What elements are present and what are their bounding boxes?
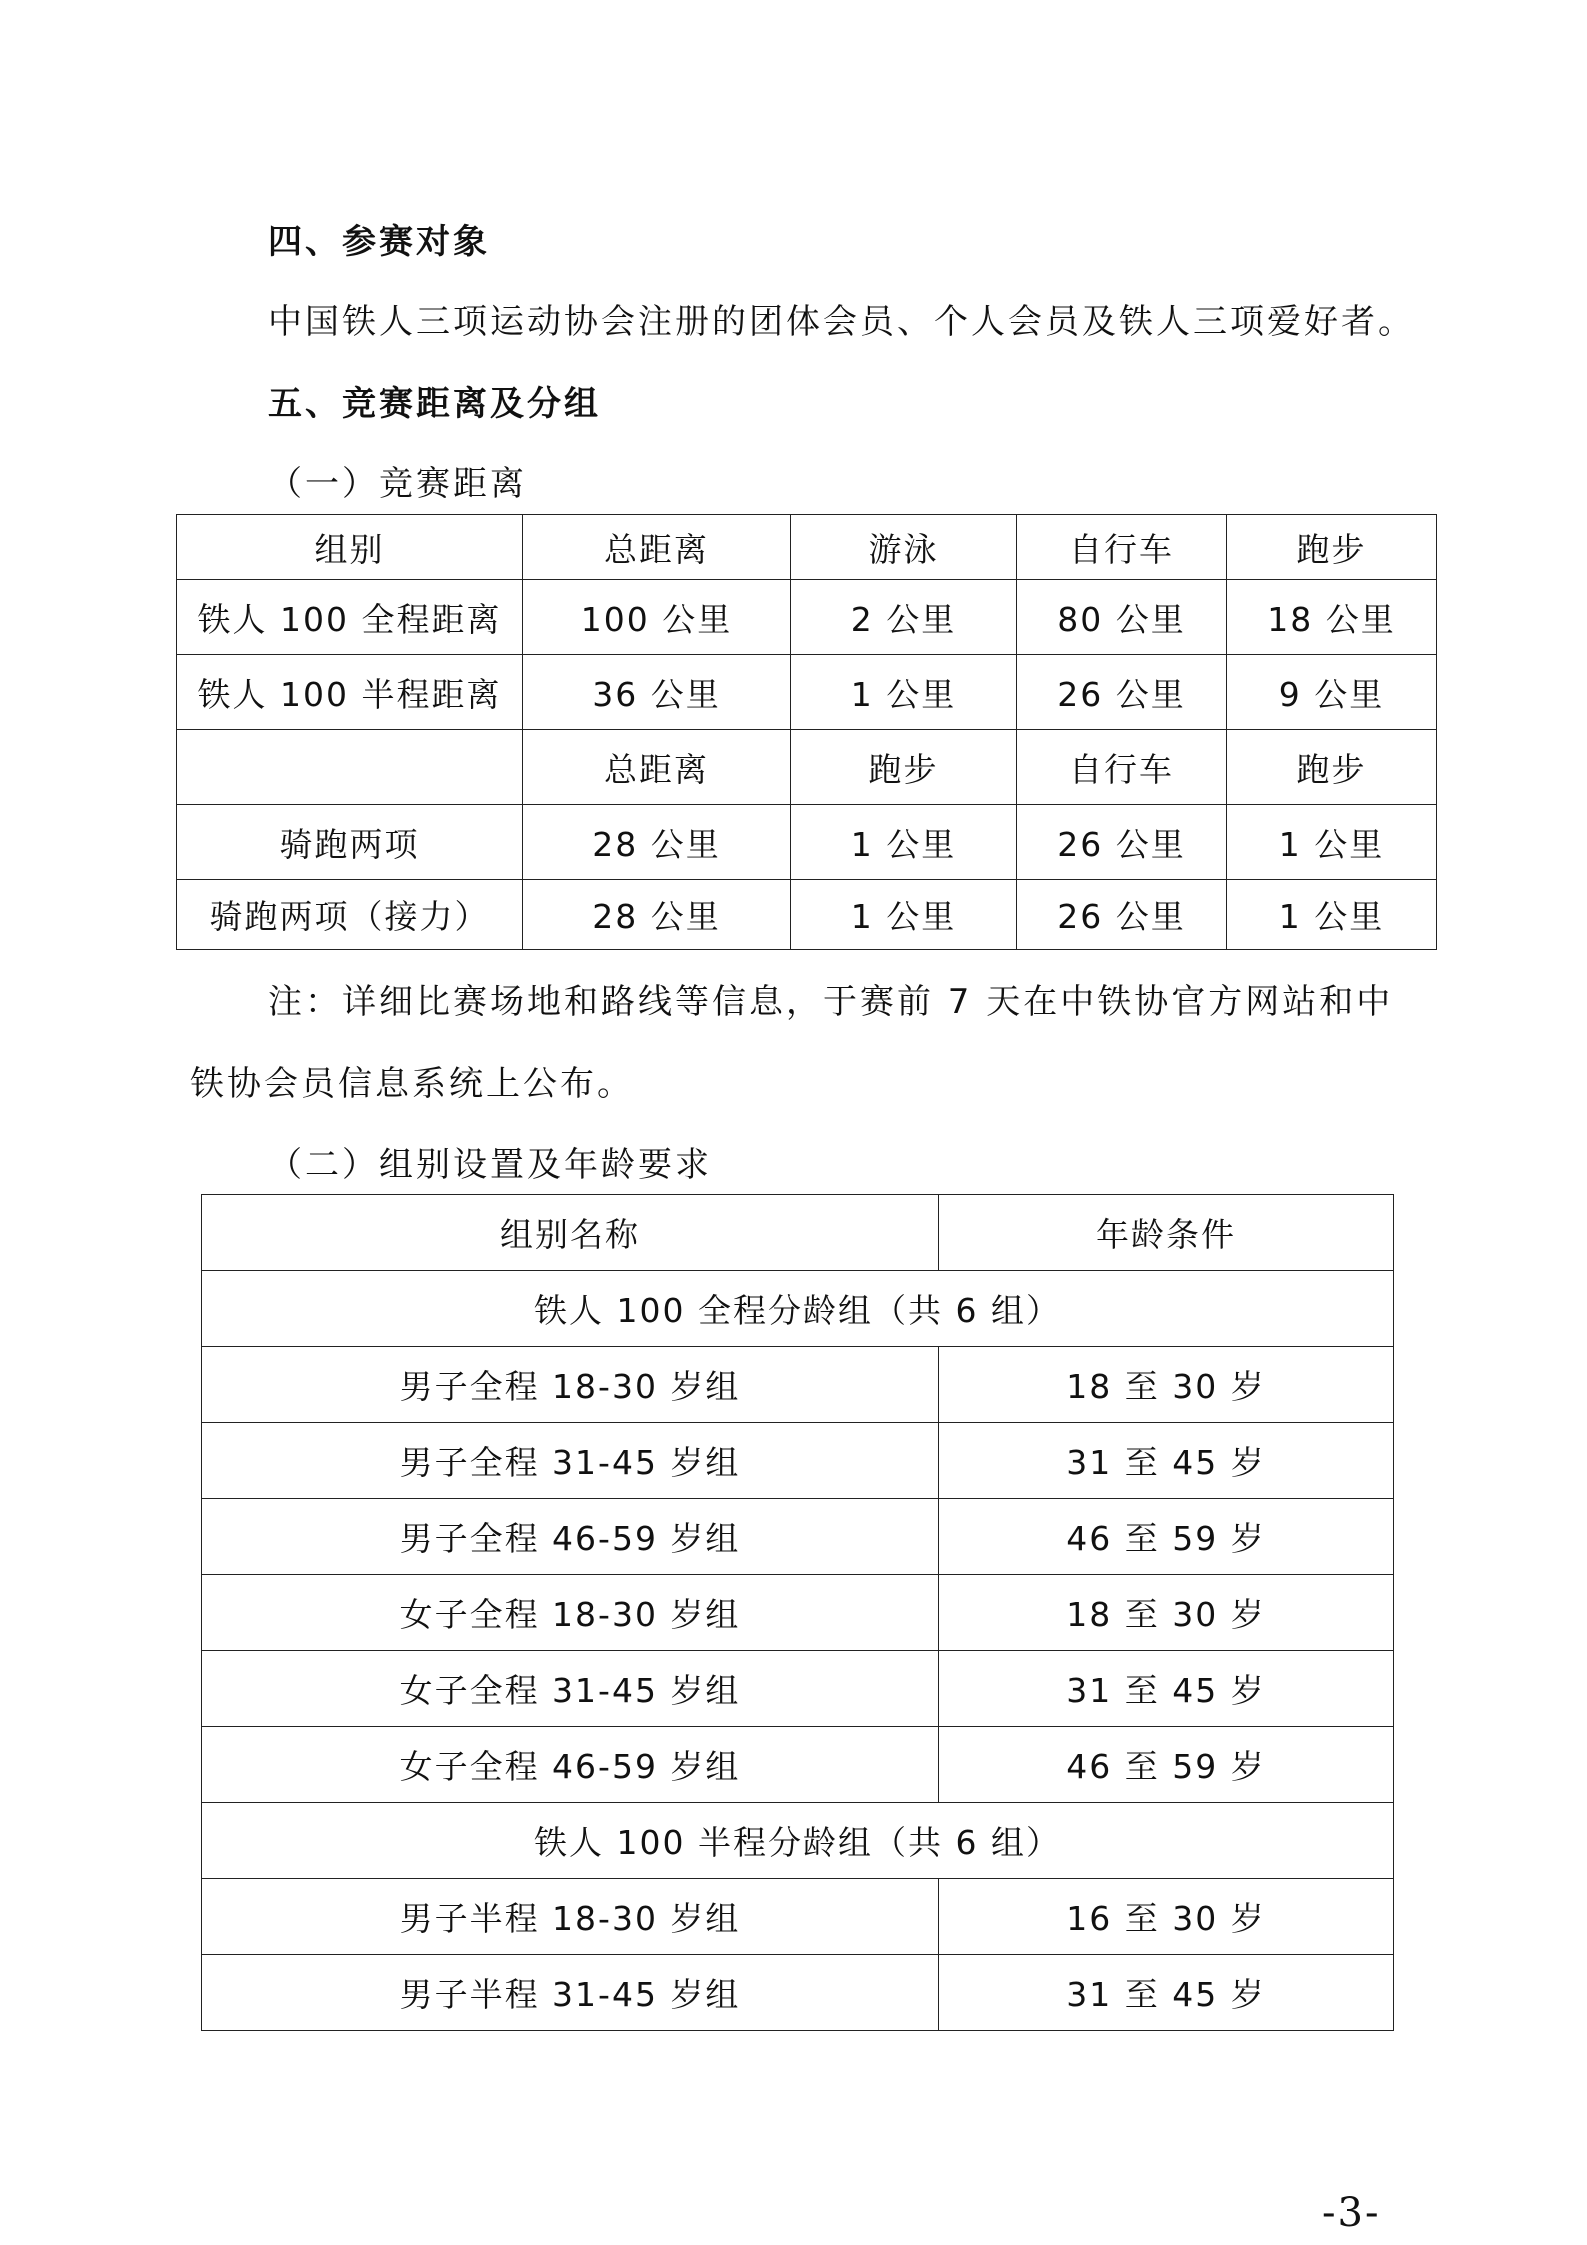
table-row	[202, 1575, 1394, 1651]
table-cell	[177, 730, 523, 805]
table-cell: 26 公里	[1017, 805, 1227, 880]
table-header-cell: 组别名称	[202, 1195, 939, 1271]
table-cell: 女子全程 46-59 岁组	[202, 1727, 939, 1803]
table-cell: 铁人 100 全程距离	[177, 580, 523, 655]
table-cell: 男子半程 31-45 岁组	[202, 1955, 939, 2031]
table-cell: 男子全程 18-30 岁组	[202, 1347, 939, 1423]
table-cell: 跑步	[791, 730, 1017, 805]
table-cell: 跑步	[1227, 730, 1437, 805]
table-cell: 2 公里	[791, 580, 1017, 655]
table-row	[202, 1499, 1394, 1575]
table-cell: 自行车	[1017, 730, 1227, 805]
section-5-heading: 五、竞赛距离及分组	[268, 384, 601, 424]
table-cell: 16 至 30 岁	[939, 1879, 1394, 1955]
group-title-cell: 铁人 100 半程分龄组（共 6 组）	[202, 1803, 1394, 1879]
table-cell: 31 至 45 岁	[939, 1955, 1394, 2031]
table-cell: 1 公里	[1227, 880, 1437, 950]
table-cell: 18 至 30 岁	[939, 1575, 1394, 1651]
table-cell: 女子全程 31-45 岁组	[202, 1651, 939, 1727]
table-row	[202, 1347, 1394, 1423]
table-cell: 46 至 59 岁	[939, 1727, 1394, 1803]
table-cell: 男子全程 46-59 岁组	[202, 1499, 939, 1575]
group-title-cell: 铁人 100 全程分龄组（共 6 组）	[202, 1271, 1394, 1347]
table-header-row	[202, 1195, 1394, 1271]
table-row	[202, 1651, 1394, 1727]
table-row	[202, 1423, 1394, 1499]
table-row	[177, 580, 1437, 655]
table-header-cell: 组别	[177, 515, 523, 580]
table-cell: 骑跑两项（接力）	[177, 880, 523, 950]
table-row	[202, 1955, 1394, 2031]
subsection-distance-heading: （一）竞赛距离	[268, 464, 527, 504]
table-header-cell: 总距离	[523, 515, 791, 580]
note-line-2: 铁协会员信息系统上公布。	[190, 1064, 634, 1104]
table-header-cell: 跑步	[1227, 515, 1437, 580]
table-cell: 男子半程 18-30 岁组	[202, 1879, 939, 1955]
page-number: -3-	[1322, 2190, 1381, 2236]
table-cell: 80 公里	[1017, 580, 1227, 655]
table-row	[202, 1727, 1394, 1803]
note-line-1: 注：详细比赛场地和路线等信息，于赛前 7 天在中铁协官方网站和中	[268, 982, 1394, 1022]
table-cell: 1 公里	[791, 805, 1017, 880]
group-title-row	[202, 1271, 1394, 1347]
section-4-body: 中国铁人三项运动协会注册的团体会员、个人会员及铁人三项爱好者。	[268, 302, 1415, 342]
table-row	[177, 880, 1437, 950]
table-header-cell: 自行车	[1017, 515, 1227, 580]
table-header-cell: 年龄条件	[939, 1195, 1394, 1271]
table-cell: 1 公里	[1227, 805, 1437, 880]
table-cell: 28 公里	[523, 805, 791, 880]
table-cell: 31 至 45 岁	[939, 1423, 1394, 1499]
table-cell: 18 至 30 岁	[939, 1347, 1394, 1423]
table-subheader-row	[177, 730, 1437, 805]
group-title-row	[202, 1803, 1394, 1879]
table-row	[202, 1879, 1394, 1955]
table-cell: 男子全程 31-45 岁组	[202, 1423, 939, 1499]
section-4-heading: 四、参赛对象	[268, 222, 490, 262]
table-cell: 46 至 59 岁	[939, 1499, 1394, 1575]
distance-table	[176, 514, 1437, 950]
table-cell: 女子全程 18-30 岁组	[202, 1575, 939, 1651]
table-cell: 18 公里	[1227, 580, 1437, 655]
table-cell: 1 公里	[791, 655, 1017, 730]
table-cell: 铁人 100 半程距离	[177, 655, 523, 730]
table-row	[177, 655, 1437, 730]
table-header-row	[177, 515, 1437, 580]
table-cell: 31 至 45 岁	[939, 1651, 1394, 1727]
subsection-age-groups-heading: （二）组别设置及年龄要求	[268, 1145, 712, 1185]
table-cell: 总距离	[523, 730, 791, 805]
table-cell: 骑跑两项	[177, 805, 523, 880]
table-cell: 36 公里	[523, 655, 791, 730]
table-cell: 26 公里	[1017, 880, 1227, 950]
age-group-table	[201, 1194, 1394, 2031]
table-row	[177, 805, 1437, 880]
table-cell: 100 公里	[523, 580, 791, 655]
table-cell: 1 公里	[791, 880, 1017, 950]
table-cell: 9 公里	[1227, 655, 1437, 730]
table-header-cell: 游泳	[791, 515, 1017, 580]
table-cell: 28 公里	[523, 880, 791, 950]
table-cell: 26 公里	[1017, 655, 1227, 730]
